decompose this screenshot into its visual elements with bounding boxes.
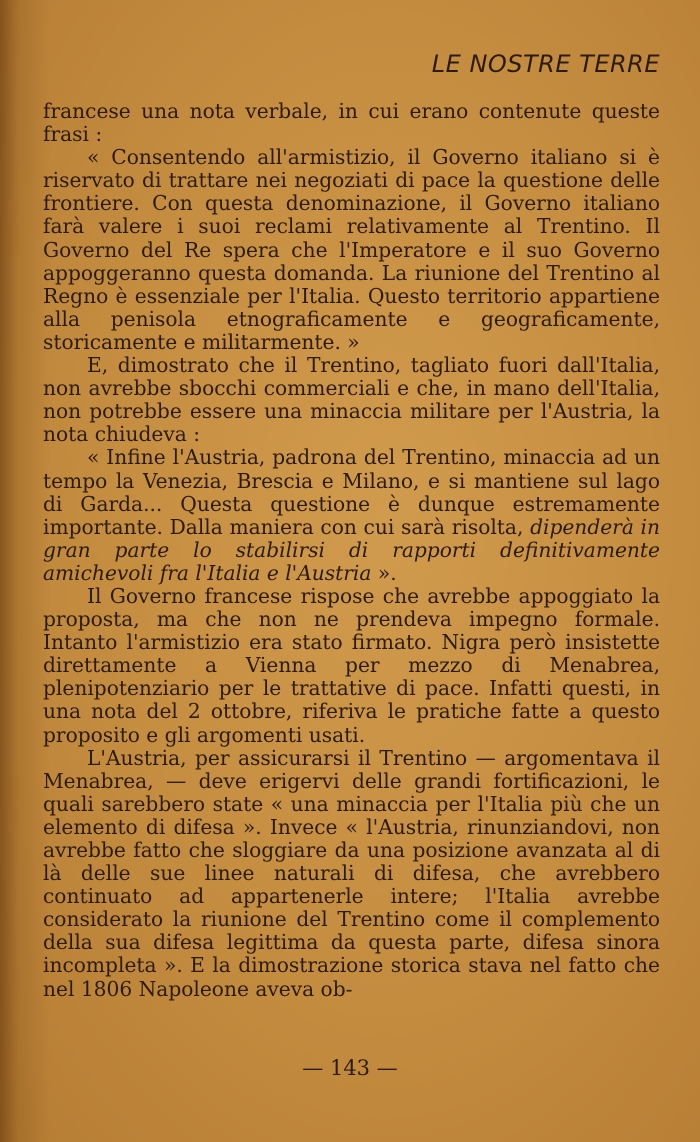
paragraph-french-reply: Il Governo francese rispose che avrebbe appoggiato la proposta, ma che non ne prendeva impegno formale. Intanto l'armistizio era stato firmato. Nigra però insistette direttamente a Vienna per mezzo di Menabrea, plenipotenziario per le trattative di pace. Infatti questi, in una nota del 2 ottobre, riferiva le pratiche fatte a questo proposito e gli argomenti usati. (43, 583, 660, 747)
paragraph-quote-armistice: « Consentendo all'armistizio, il Governo italiano si è riservato di trattare nei negoziati di pace la questione delle frontiere. Con questa denominazione, il Governo italiano farà valere i suoi reclami relativamente al Trentino. Il Governo del Re spera che l'Imperatore e il suo Governo appoggeranno questa domanda. La riunione del Trentino al Regno è essenziale per l'Italia. Questo territorio appartiene alla penisola etnograficamente e geograficamente, storicamente e militarmente. » (43, 145, 660, 354)
page-number: — 143 — (302, 1056, 398, 1080)
paragraph-continuation: francese una nota verbale, in cui erano contenute queste frasi : (43, 99, 660, 147)
italic-emphasis: dipenderà in gran parte lo stabilirsi di rapporti definitivamente amichevoli fra l'Italia e l'Austria (43, 514, 660, 585)
paragraph-menabrea: L'Austria, per assicurarsi il Trentino — argomentava il Menabrea, — deve erigervi delle grandi fortificazioni, le quali sarebbero state « una minaccia per l'Italia più che un elemento di difesa ». Invece « l'Austria, rinunziandovi, non avrebbe fatto che sloggiare da una posizione avanzata al di là delle sue linee naturali di difesa, che avrebbero continuato ad appartenerle intere; l'Italia avrebbe considerato la riunione del Trentino come il complemento della sua difesa legittima da questa parte, difesa sinora incompleta ». E la dimostrazione storica stava nel fatto che nel 1806 Napoleone aveva ob- (43, 745, 660, 1001)
paragraph-argument: E, dimostrato che il Trentino, tagliato fuori dall'Italia, non avrebbe sbocchi commerciali e che, in mano dell'Italia, non potrebbe essere una minaccia militare per l'Austria, la nota chiudeva : (43, 353, 660, 447)
body-text (43, 100, 660, 1001)
quote-text: « Infine l'Austria, padrona del Trentino, minaccia ad un tempo la Venezia, Brescia e Milano, e si mantiene sul lago di Garda... Questa questione è dunque estremamente importante. Dalla maniera con cui sarà risolta, (43, 445, 660, 539)
paragraph-quote-conclusion (43, 446, 660, 585)
quote-close: ». (371, 560, 397, 585)
running-title: LE NOSTRE TERRE (431, 50, 660, 78)
